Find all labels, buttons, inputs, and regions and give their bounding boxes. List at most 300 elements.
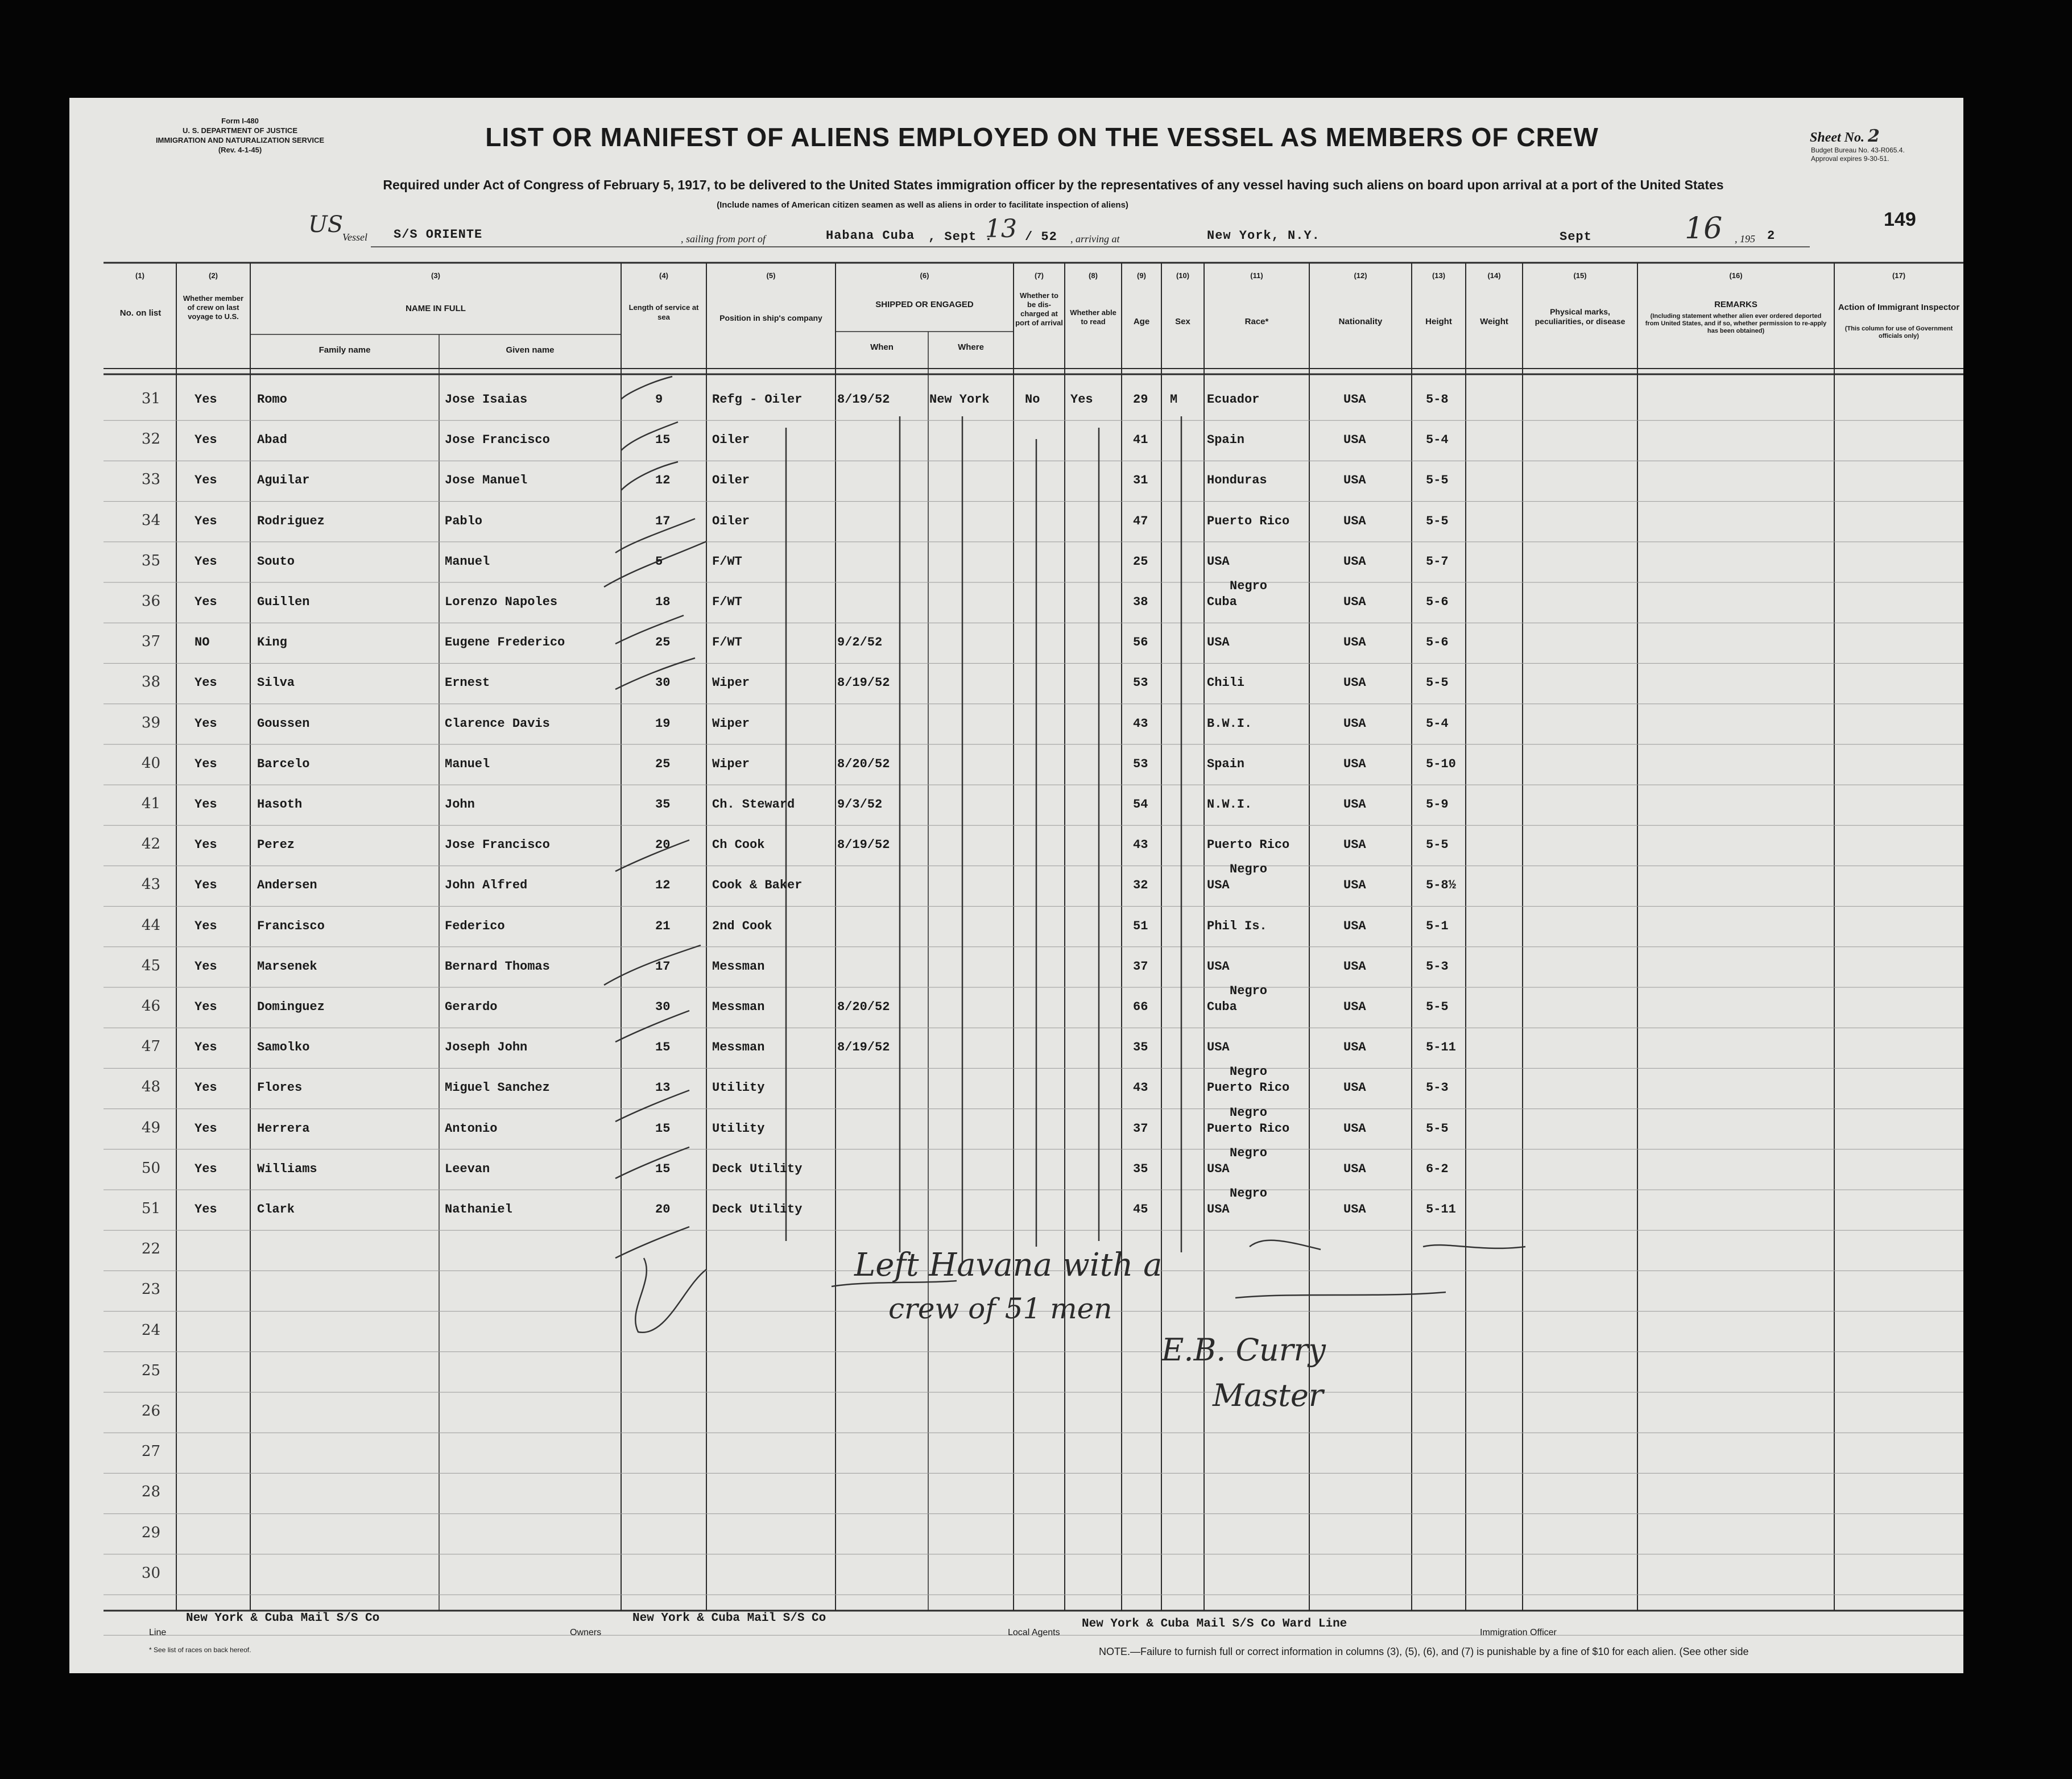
position-cell: Messman — [712, 959, 765, 974]
race-cell: Puerto Rico — [1207, 514, 1290, 528]
service-cell: 30 — [655, 676, 671, 690]
position-cell: Ch. Steward — [712, 797, 795, 812]
age-cell: 56 — [1133, 635, 1148, 650]
family-name-cell: Souto — [257, 554, 295, 569]
age-cell: 47 — [1133, 514, 1148, 528]
colnum-2: (2) — [209, 271, 218, 280]
row-number: 46 — [141, 998, 160, 1015]
row-number: 43 — [141, 876, 160, 893]
header-where: Where — [958, 342, 984, 352]
position-cell: F/WT — [712, 635, 742, 650]
height-cell: 5-3 — [1426, 959, 1449, 974]
height-cell: 5-5 — [1426, 838, 1449, 853]
nationality-cell: USA — [1343, 635, 1366, 650]
given-name-cell: Ernest — [445, 676, 490, 690]
colnum-15: (15) — [1573, 271, 1587, 280]
page-title: LIST OR MANIFEST OF ALIENS EMPLOYED ON THE VESSEL AS MEMBERS OF CREW — [485, 122, 1599, 152]
service-cell: 15 — [655, 1121, 671, 1136]
height-cell: 5-4 — [1426, 716, 1449, 731]
member-cell: Yes — [195, 878, 217, 893]
height-cell: 5-6 — [1426, 595, 1449, 609]
nationality-cell: USA — [1343, 1202, 1366, 1217]
height-cell: 5-7 — [1426, 554, 1449, 569]
height-cell: 5-5 — [1426, 676, 1449, 690]
age-cell: 45 — [1133, 1202, 1148, 1217]
age-cell: 29 — [1133, 392, 1148, 407]
given-name-cell: Antonio — [445, 1121, 498, 1136]
arrival-year: 2 — [1767, 229, 1776, 243]
header-nationality: Nationality — [1338, 317, 1383, 326]
row-number: 38 — [141, 673, 160, 691]
height-cell: 5-3 — [1426, 1081, 1449, 1095]
service-cell: 21 — [655, 919, 671, 933]
family-name-cell: Guillen — [257, 595, 310, 609]
race-cell: Ecuador — [1207, 392, 1260, 407]
given-name-cell: Manuel — [445, 756, 490, 771]
family-name-cell: Barcelo — [257, 756, 310, 771]
footer-owners-value: New York & Cuba Mail S/S Co — [632, 1612, 826, 1625]
vessel-label: Vessel — [342, 231, 367, 243]
service-cell: 18 — [655, 595, 671, 609]
able-to-read-cell: Yes — [1070, 392, 1093, 407]
sailing-month: , Sept . — [928, 230, 993, 244]
age-cell: 53 — [1133, 756, 1148, 771]
race-cell: USA — [1207, 1161, 1230, 1176]
include-note: (Include names of American citizen seamen as well as aliens in order to facilitate inspection of aliens) — [717, 200, 1128, 210]
age-cell: 31 — [1133, 473, 1148, 488]
colnum-16: (16) — [1729, 271, 1743, 280]
row-number: 45 — [141, 957, 160, 974]
row-number: 23 — [141, 1281, 160, 1298]
member-cell: Yes — [195, 838, 217, 853]
position-cell: Oiler — [712, 514, 750, 528]
sailing-label: , sailing from port of — [681, 233, 766, 245]
arrival-day: 16 — [1685, 212, 1723, 246]
signature: E.B. Curry — [1161, 1332, 1326, 1368]
race-cell: Chili — [1207, 676, 1245, 690]
given-name-cell: Bernard Thomas — [445, 959, 550, 974]
given-name-cell: Manuel — [445, 554, 490, 569]
race-cell: Cuba — [1207, 595, 1237, 609]
nationality-cell: USA — [1343, 838, 1366, 853]
row-number: 30 — [141, 1564, 160, 1582]
family-name-cell: Andersen — [257, 878, 317, 893]
header-no-on-list: No. on list — [119, 308, 162, 318]
colnum-1: (1) — [135, 271, 144, 280]
height-cell: 5-5 — [1426, 1000, 1449, 1014]
header-age: Age — [1133, 317, 1150, 326]
row-number: 29 — [141, 1524, 160, 1541]
height-cell: 5-5 — [1426, 473, 1449, 488]
family-name-cell: Perez — [257, 838, 295, 853]
nationality-cell: USA — [1343, 473, 1366, 488]
row-number: 35 — [141, 552, 160, 569]
revision: (Rev. 4-1-45) — [218, 146, 262, 154]
position-cell: Cook & Baker — [712, 878, 803, 893]
service-cell: 15 — [655, 433, 671, 448]
member-cell: Yes — [195, 433, 217, 448]
sailing-port: Habana Cuba — [826, 229, 915, 243]
when-cell: 8/20/52 — [837, 1000, 890, 1014]
colnum-9: (9) — [1137, 271, 1146, 280]
position-cell: Deck Utility — [712, 1161, 803, 1176]
given-name-cell: Pablo — [445, 514, 483, 528]
nationality-cell: USA — [1343, 1040, 1366, 1055]
position-cell: Utility — [712, 1081, 765, 1095]
age-cell: 35 — [1133, 1040, 1148, 1055]
header-position: Position in ship's company — [719, 313, 822, 322]
vessel-name: S/S ORIENTE — [394, 227, 483, 242]
row-number: 32 — [141, 431, 160, 448]
when-cell: 9/2/52 — [837, 635, 883, 650]
position-cell: Wiper — [712, 756, 750, 771]
family-name-cell: Herrera — [257, 1121, 310, 1136]
race-cell: Spain — [1207, 433, 1245, 448]
sex-cell: M — [1170, 392, 1178, 407]
header-physical-marks: Physical marks, peculiarities, or disease — [1535, 307, 1626, 326]
height-cell: 5-11 — [1426, 1202, 1456, 1217]
race-secondary-cell: Negro — [1230, 984, 1268, 998]
colnum-17: (17) — [1892, 271, 1906, 280]
position-cell: Ch Cook — [712, 838, 765, 853]
height-cell: 5-5 — [1426, 514, 1449, 528]
service-cell: 13 — [655, 1081, 671, 1095]
manifest-page — [69, 98, 1963, 1673]
family-name-cell: Williams — [257, 1161, 317, 1176]
race-cell: Cuba — [1207, 1000, 1237, 1014]
header-discharged: Whether to be dis-charged at port of arrival — [1015, 291, 1063, 327]
family-name-cell: Aguilar — [257, 473, 310, 488]
footer-officer-label: Immigration Officer — [1480, 1628, 1557, 1637]
height-cell: 5-8½ — [1426, 878, 1456, 893]
given-name-cell: Clarence Davis — [445, 716, 550, 731]
given-name-cell: Jose Francisco — [445, 433, 550, 448]
nationality-cell: USA — [1343, 797, 1366, 812]
height-cell: 5-11 — [1426, 1040, 1456, 1055]
colnum-14: (14) — [1487, 271, 1501, 280]
service-cell: 20 — [655, 838, 671, 853]
member-cell: Yes — [195, 514, 217, 528]
position-cell: Deck Utility — [712, 1202, 803, 1217]
height-cell: 5-6 — [1426, 635, 1449, 650]
member-cell: Yes — [195, 1040, 217, 1055]
row-number: 50 — [141, 1159, 160, 1177]
service-cell: 17 — [655, 959, 671, 974]
age-cell: 54 — [1133, 797, 1148, 812]
nationality-cell: USA — [1343, 554, 1366, 569]
footer-line-label: Line — [149, 1628, 167, 1637]
service-cell: 12 — [655, 473, 671, 488]
colnum-8: (8) — [1089, 271, 1098, 280]
age-cell: 53 — [1133, 676, 1148, 690]
service-cell: 12 — [655, 878, 671, 893]
header-given-name: Given name — [506, 345, 555, 355]
colnum-11: (11) — [1250, 271, 1263, 280]
service-cell: 15 — [655, 1161, 671, 1176]
row-number: 33 — [141, 471, 160, 489]
row-number: 25 — [141, 1362, 160, 1379]
colnum-10: (10) — [1176, 271, 1190, 280]
given-name-cell: John — [445, 797, 475, 812]
header-name-in-full: NAME IN FULL — [406, 304, 466, 313]
colnum-7: (7) — [1035, 271, 1044, 280]
race-secondary-cell: Negro — [1230, 1105, 1268, 1120]
family-name-cell: Clark — [257, 1202, 295, 1217]
position-cell: Oiler — [712, 473, 750, 488]
family-name-cell: Marsenek — [257, 959, 317, 974]
position-cell: Wiper — [712, 716, 750, 731]
when-cell: 8/19/52 — [837, 1040, 890, 1055]
service-cell: 15 — [655, 1040, 671, 1055]
given-name-cell: John Alfred — [445, 878, 528, 893]
row-number: 34 — [141, 511, 160, 529]
service-cell: 19 — [655, 716, 671, 731]
member-cell: Yes — [195, 676, 217, 690]
header-length-of-service: Length of service at sea — [628, 303, 699, 321]
age-cell: 66 — [1133, 1000, 1148, 1014]
height-cell: 6-2 — [1426, 1161, 1449, 1176]
nationality-cell: USA — [1343, 433, 1366, 448]
family-name-cell: Dominguez — [257, 1000, 325, 1014]
family-name-cell: Flores — [257, 1081, 303, 1095]
row-number: 49 — [141, 1119, 160, 1136]
row-number: 41 — [141, 795, 160, 812]
family-name-cell: Silva — [257, 676, 295, 690]
row-number: 47 — [141, 1038, 160, 1056]
position-cell: F/WT — [712, 595, 742, 609]
header-shipped-or-engaged: SHIPPED OR ENGAGED — [875, 300, 974, 309]
given-name-cell: Jose Manuel — [445, 473, 528, 488]
age-cell: 32 — [1133, 878, 1148, 893]
member-cell: Yes — [195, 595, 217, 609]
row-number: 28 — [141, 1483, 160, 1501]
family-name-cell: Romo — [257, 392, 287, 407]
member-cell: Yes — [195, 392, 217, 407]
nationality-cell: USA — [1343, 1121, 1366, 1136]
service-cell: 5 — [655, 554, 663, 569]
row-number: 39 — [141, 714, 160, 731]
requirement-text: Required under Act of Congress of February 5, 1917, to be delivered to the United States immigration officer by the representatives of any vessel having such aliens on board upon arrival at a port of the United States — [383, 177, 1724, 192]
position-cell: Oiler — [712, 433, 750, 448]
row-number: 48 — [141, 1078, 160, 1096]
row-number: 22 — [141, 1240, 160, 1258]
colnum-4: (4) — [659, 271, 668, 280]
member-cell: Yes — [195, 797, 217, 812]
age-cell: 25 — [1133, 554, 1148, 569]
header-inspector: Action of Immigrant Inspector — [1838, 303, 1960, 312]
position-cell: F/WT — [712, 554, 742, 569]
row-number: 40 — [141, 754, 160, 772]
colnum-13: (13) — [1432, 271, 1446, 280]
row-number: 37 — [141, 633, 160, 651]
family-name-cell: Goussen — [257, 716, 310, 731]
nationality-cell: USA — [1343, 919, 1366, 933]
when-cell: 8/19/52 — [837, 392, 890, 407]
service-cell: 20 — [655, 1202, 671, 1217]
header-able-to-read: Whether able to read — [1070, 308, 1116, 326]
service: IMMIGRATION AND NATURALIZATION SERVICE — [155, 136, 325, 144]
given-name-cell: Eugene Frederico — [445, 635, 565, 650]
discharged-cell: No — [1025, 392, 1040, 407]
given-name-cell: Federico — [445, 919, 505, 933]
handwritten-note-line2: crew of 51 men — [888, 1292, 1112, 1325]
position-cell: Refg - Oiler — [712, 392, 803, 407]
member-cell: Yes — [195, 554, 217, 569]
when-cell: 9/3/52 — [837, 797, 883, 812]
given-name-cell: Nathaniel — [445, 1202, 512, 1217]
age-cell: 43 — [1133, 838, 1148, 853]
row-number: 42 — [141, 835, 160, 853]
member-cell: Yes — [195, 1202, 217, 1217]
footer-agents-label: Local Agents — [1008, 1628, 1060, 1637]
colnum-5: (5) — [766, 271, 776, 280]
position-cell: Messman — [712, 1000, 765, 1014]
given-name-cell: Miguel Sanchez — [445, 1081, 550, 1095]
race-cell: Honduras — [1207, 473, 1267, 488]
age-cell: 51 — [1133, 919, 1148, 933]
family-name-cell: Samolko — [257, 1040, 310, 1055]
nationality-cell: USA — [1343, 756, 1366, 771]
header-sex: Sex — [1175, 317, 1190, 326]
department: U. S. DEPARTMENT OF JUSTICE — [183, 126, 297, 135]
position-cell: Messman — [712, 1040, 765, 1055]
race-cell: USA — [1207, 635, 1230, 650]
header-inspector-sub: (This column for use of Government officials only) — [1844, 325, 1953, 340]
age-cell: 37 — [1133, 959, 1148, 974]
service-cell: 25 — [655, 635, 671, 650]
race-secondary-cell: Negro — [1230, 1065, 1268, 1079]
race-secondary-cell: Negro — [1230, 579, 1268, 593]
form-number: Form I-480 — [221, 117, 259, 125]
row-number: 36 — [141, 593, 160, 610]
nationality-cell: USA — [1343, 514, 1366, 528]
race-cell: USA — [1207, 554, 1230, 569]
footer-note: NOTE.—Failure to furnish full or correct information in columns (3), (5), (6), and (7) is punishable by a fine of $10 for each alien. (See other side — [1099, 1646, 1749, 1657]
row-number: 31 — [141, 390, 160, 407]
when-cell: 8/20/52 — [837, 756, 890, 771]
member-cell: Yes — [195, 919, 217, 933]
sailing-day: 13 — [985, 214, 1017, 243]
nationality-cell: USA — [1343, 392, 1366, 407]
row-number: 24 — [141, 1321, 160, 1339]
footer-agents-value: New York & Cuba Mail S/S Co Ward Line — [1082, 1617, 1347, 1631]
race-secondary-cell: Negro — [1230, 1186, 1268, 1201]
row-number: 51 — [141, 1200, 160, 1217]
colnum-6: (6) — [920, 271, 929, 280]
row-number: 27 — [141, 1443, 160, 1461]
service-cell: 9 — [655, 392, 663, 407]
handwritten-prefix: US — [308, 212, 344, 238]
member-cell: Yes — [195, 959, 217, 974]
member-cell: Yes — [195, 1121, 217, 1136]
height-cell: 5-9 — [1426, 797, 1449, 812]
family-name-cell: Francisco — [257, 919, 325, 933]
header-when: When — [870, 342, 894, 352]
nationality-cell: USA — [1343, 1161, 1366, 1176]
nationality-cell: USA — [1343, 595, 1366, 609]
position-cell: 2nd Cook — [712, 919, 772, 933]
race-cell: Phil Is. — [1207, 919, 1267, 933]
when-cell: 8/19/52 — [837, 676, 890, 690]
race-cell: USA — [1207, 878, 1230, 893]
service-cell: 35 — [655, 797, 671, 812]
race-cell: USA — [1207, 1040, 1230, 1055]
member-cell: NO — [195, 635, 210, 650]
nationality-cell: USA — [1343, 676, 1366, 690]
race-secondary-cell: Negro — [1230, 862, 1268, 877]
arrival-port: New York, N.Y. — [1207, 229, 1320, 243]
nationality-cell: USA — [1343, 959, 1366, 974]
height-cell: 5-10 — [1426, 756, 1456, 771]
nationality-cell: USA — [1343, 1000, 1366, 1014]
height-cell: 5-1 — [1426, 919, 1449, 933]
race-cell: N.W.I. — [1207, 797, 1252, 812]
header-last-voyage: Whether member of crew on last voyage to U.S. — [183, 294, 244, 321]
service-cell: 17 — [655, 514, 671, 528]
signature-title: Master — [1213, 1377, 1324, 1413]
row-number: 26 — [141, 1402, 160, 1420]
arriving-label: , arriving at — [1070, 233, 1120, 245]
race-cell: Spain — [1207, 756, 1245, 771]
sailing-year: / 52 — [1025, 230, 1057, 244]
member-cell: Yes — [195, 716, 217, 731]
given-name-cell: Leevan — [445, 1161, 490, 1176]
age-cell: 43 — [1133, 1081, 1148, 1095]
footer-races-note: * See list of races on back hereof. — [149, 1646, 251, 1654]
header-family-name: Family name — [319, 345, 371, 355]
header-height: Height — [1425, 317, 1452, 326]
height-cell: 5-5 — [1426, 1121, 1449, 1136]
colnum-3: (3) — [431, 271, 440, 280]
budget-line: Budget Bureau No. 43-R065.4. — [1811, 146, 1905, 154]
age-cell: 38 — [1133, 595, 1148, 609]
member-cell: Yes — [195, 1081, 217, 1095]
age-cell: 43 — [1133, 716, 1148, 731]
race-cell: USA — [1207, 959, 1230, 974]
member-cell: Yes — [195, 473, 217, 488]
position-cell: Wiper — [712, 676, 750, 690]
member-cell: Yes — [195, 756, 217, 771]
member-cell: Yes — [195, 1161, 217, 1176]
height-cell: 5-4 — [1426, 433, 1449, 448]
nationality-cell: USA — [1343, 878, 1366, 893]
sheet-value: 2 — [1868, 126, 1880, 146]
family-name-cell: Hasoth — [257, 797, 303, 812]
sheet-label: Sheet No. — [1810, 130, 1864, 145]
given-name-cell: Jose Francisco — [445, 838, 550, 853]
arrival-year-label: , 195 — [1735, 233, 1755, 245]
age-cell: 41 — [1133, 433, 1148, 448]
footer-line-value: New York & Cuba Mail S/S Co — [186, 1612, 380, 1625]
age-cell: 37 — [1133, 1121, 1148, 1136]
race-cell: B.W.I. — [1207, 716, 1252, 731]
nationality-cell: USA — [1343, 716, 1366, 731]
family-name-cell: Rodriguez — [257, 514, 325, 528]
header-weight: Weight — [1480, 317, 1508, 326]
race-cell: Puerto Rico — [1207, 838, 1290, 853]
race-cell: Puerto Rico — [1207, 1121, 1290, 1136]
member-cell: Yes — [195, 1000, 217, 1014]
height-cell: 5-8 — [1426, 392, 1449, 407]
nationality-cell: USA — [1343, 1081, 1366, 1095]
service-cell: 25 — [655, 756, 671, 771]
position-cell: Utility — [712, 1121, 765, 1136]
race-cell: USA — [1207, 1202, 1230, 1217]
header-remarks: REMARKS — [1714, 300, 1757, 309]
service-cell: 30 — [655, 1000, 671, 1014]
stamp-number: 149 — [1884, 209, 1916, 230]
family-name-cell: Abad — [257, 433, 287, 448]
